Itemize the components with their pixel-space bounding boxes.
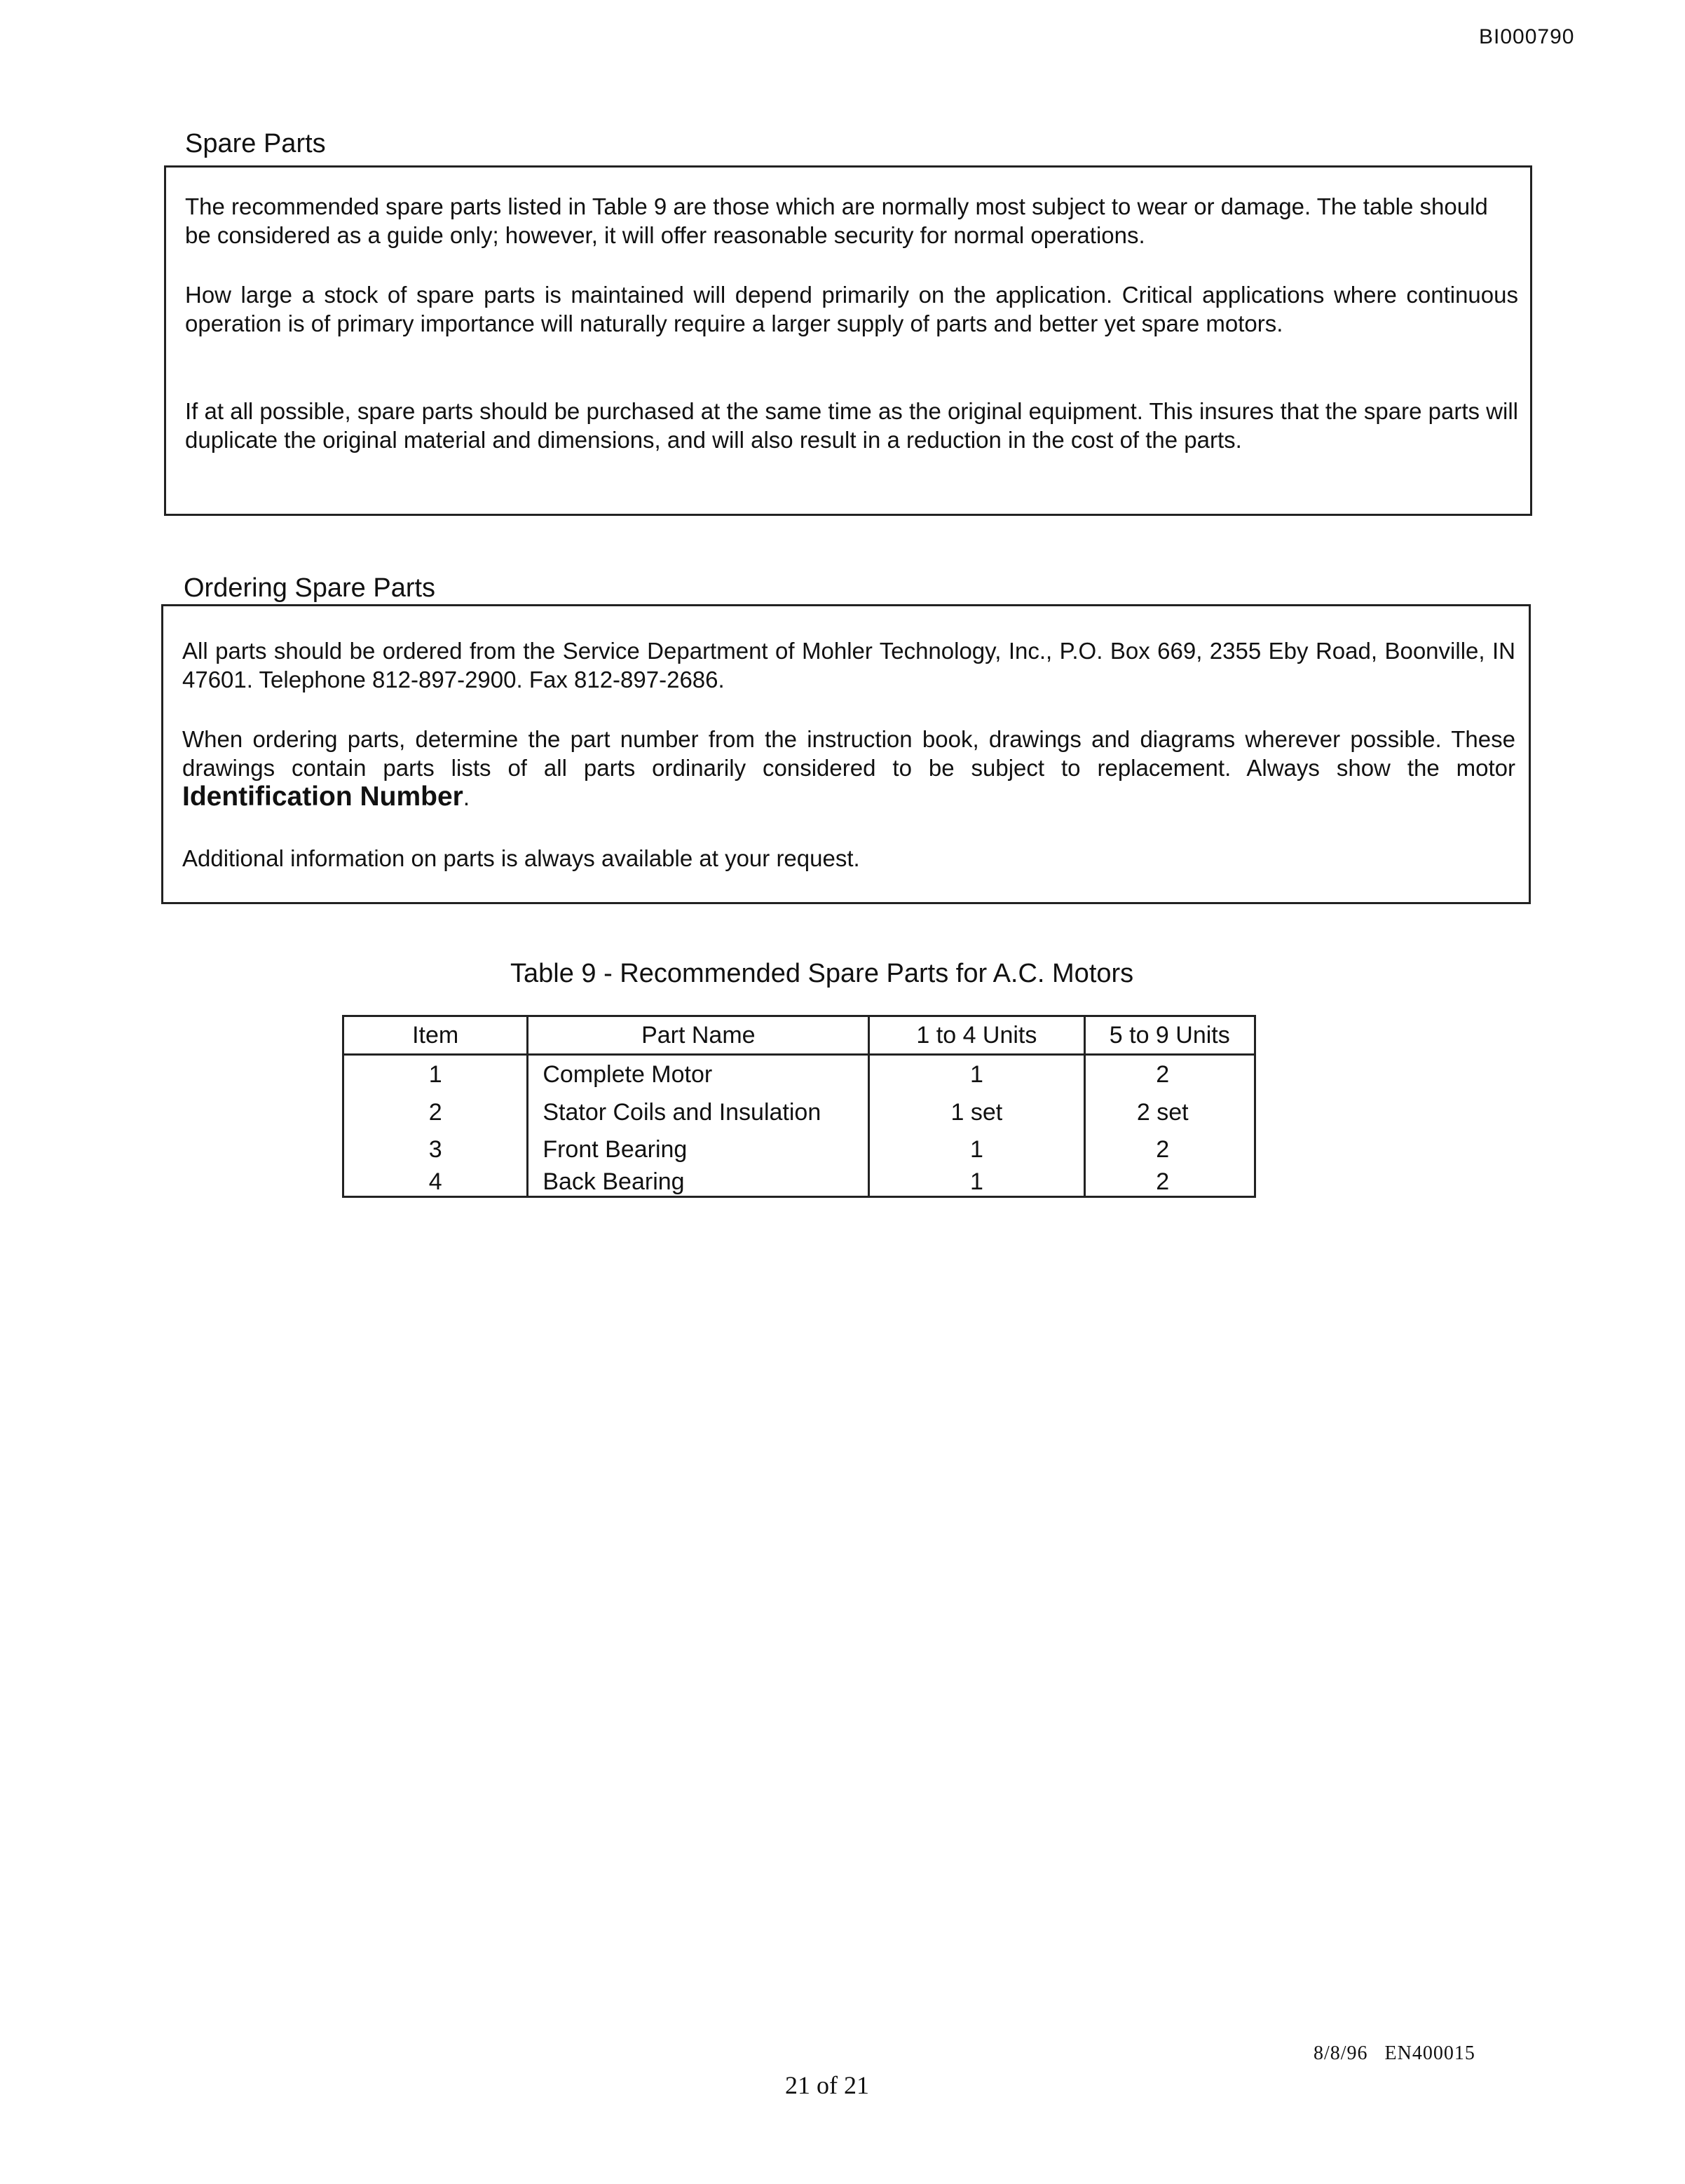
footer-date-code: 8/8/96 EN400015 [1314,2042,1475,2064]
spare-parts-title: Spare Parts [185,129,326,158]
ordering-title: Ordering Spare Parts [184,573,436,603]
cell-1-to-4: 1 set [869,1094,1084,1132]
spare-parts-paragraph-2: How large a stock of spare parts is maintained will depend primarily on the application. Critical applications where continuous operation is of primary importance will naturally require a larger supply of parts and better yet spare motors. [185,282,1518,336]
cell-item: 4 [343,1168,528,1197]
spare-parts-paragraph-3: If at all possible, spare parts should be purchased at the same time as the original equipment. This insures that the spare parts will duplicate the original material and dimensions, and will also result in a reduction in the cost of the parts. [185,398,1518,453]
document-id: BI000790 [1479,25,1575,48]
ordering-paragraph-3: Additional information on parts is always available at your request. [182,845,860,871]
header-item: Item [343,1016,528,1055]
table-header-row [343,1016,1255,1055]
header-part-name: Part Name [528,1016,869,1055]
ordering-paragraph-1: All parts should be ordered from the Service Department of Mohler Technology, Inc., P.O. Box 669, 2355 Eby Road, Boonville, IN 47601. Telephone 812-897-2900. Fax 812-897-2686. [182,638,1515,692]
cell-part-name: Complete Motor [528,1055,869,1094]
spare-parts-paragraph-1: The recommended spare parts listed in Table 9 are those which are normally most subject to wear or damage. The table should be considered as a guide only; however, it will offer reasonable security for normal operations. [185,193,1488,248]
page-number: 21 of 21 [785,2071,869,2099]
table-row [343,1132,1255,1168]
spare-parts-table [342,1015,1256,1198]
header-1-to-4-units: 1 to 4 Units [869,1016,1084,1055]
cell-item: 1 [343,1055,528,1094]
cell-item: 2 [343,1094,528,1132]
cell-part-name: Back Bearing [528,1168,869,1197]
cell-5-to-9: 2 [1084,1055,1255,1094]
table-title: Table 9 - Recommended Spare Parts for A.C. Motors [510,959,1134,988]
table-row [343,1168,1255,1197]
table-row [343,1094,1255,1132]
ordering-paragraph-2 [182,725,1515,812]
cell-part-name: Front Bearing [528,1132,869,1168]
cell-part-name: Stator Coils and Insulation [528,1094,869,1132]
ordering-paragraph-2-text: When ordering parts, determine the part number from the instruction book, drawings and diagrams wherever possible. These drawings contain parts lists of all parts ordinarily considered to be subject to replacement. Always show the motor [182,726,1515,781]
identification-number-emphasis: Identification Number [182,782,463,812]
cell-5-to-9: 2 set [1084,1094,1255,1132]
cell-1-to-4: 1 [869,1132,1084,1168]
cell-item: 3 [343,1132,528,1168]
cell-5-to-9: 2 [1084,1132,1255,1168]
ordering-paragraph-2-end: . [463,784,470,810]
cell-5-to-9: 2 [1084,1168,1255,1197]
cell-1-to-4: 1 [869,1055,1084,1094]
header-5-to-9-units: 5 to 9 Units [1084,1016,1255,1055]
cell-1-to-4: 1 [869,1168,1084,1197]
table-row [343,1055,1255,1094]
